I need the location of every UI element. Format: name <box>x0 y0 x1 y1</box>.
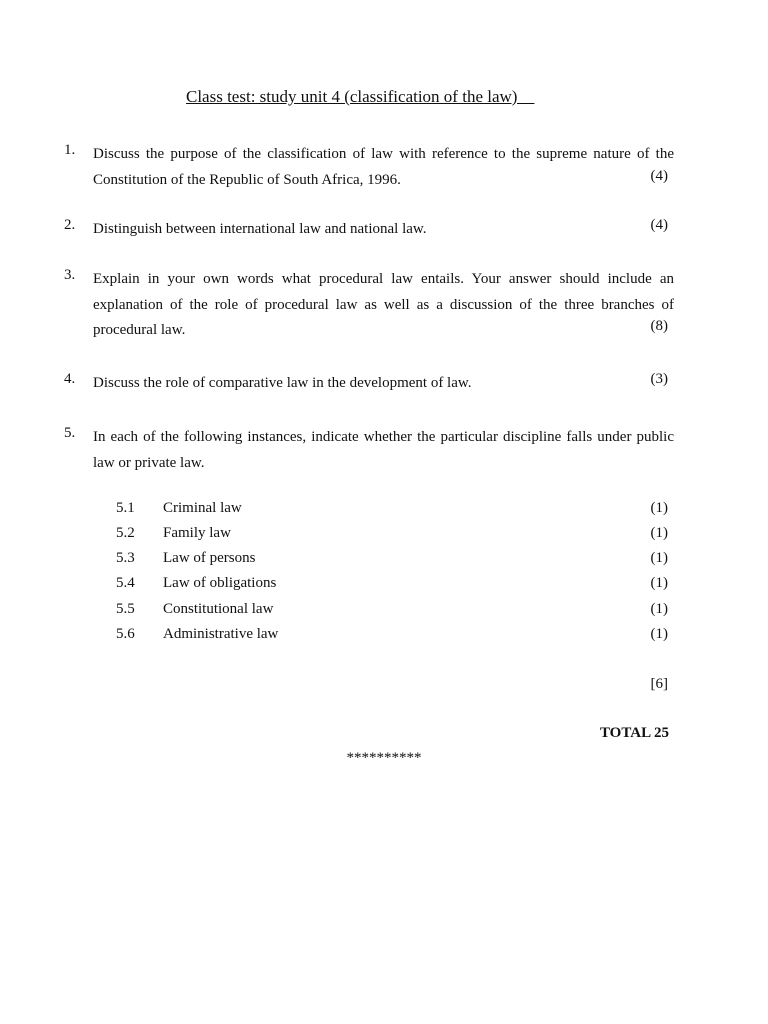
subquestion-marks: (1) <box>650 550 668 566</box>
question-number: 5. <box>64 425 76 441</box>
subquestion-number: 5.2 <box>116 525 135 541</box>
question-5-subtotal: [6] <box>650 676 668 692</box>
subquestion-row <box>0 550 768 575</box>
subquestion-number: 5.1 <box>116 500 135 516</box>
question-marks: (3) <box>650 371 668 387</box>
subquestion-marks: (1) <box>650 575 668 591</box>
subquestion-row <box>0 525 768 550</box>
question-text: Distinguish between international law and national law. <box>93 221 427 237</box>
subquestion-label: Constitutional law <box>163 601 274 617</box>
question-text: Discuss the purpose of the classification of law with reference to the supreme nature of the Constitution of the Republic of South Africa, 1996. <box>93 146 674 188</box>
subquestion-row <box>0 500 768 525</box>
question-marks: (8) <box>650 318 668 334</box>
question-number: 1. <box>64 142 76 158</box>
question-number: 4. <box>64 371 76 387</box>
subquestion-row <box>0 601 768 626</box>
question-marks: (4) <box>650 167 668 184</box>
subquestion-number: 5.4 <box>116 575 135 591</box>
question-text: In each of the following instances, indicate whether the particular discipline falls under public law or private law. <box>93 429 674 471</box>
subquestion-label: Administrative law <box>163 626 279 642</box>
subquestion-marks: (1) <box>650 626 668 642</box>
subquestion-number: 5.3 <box>116 550 135 566</box>
question-text: Discuss the role of comparative law in the development of law. <box>93 375 472 391</box>
page-title: Class test: study unit 4 (classification of the law) <box>186 87 535 106</box>
subquestion-marks: (1) <box>650 500 668 516</box>
subquestion-label: Law of obligations <box>163 575 277 591</box>
subquestion-label: Family law <box>163 525 231 541</box>
question-number: 2. <box>64 217 76 233</box>
subquestion-marks: (1) <box>650 601 668 617</box>
subquestion-number: 5.6 <box>116 626 135 642</box>
question-number: 3. <box>64 267 76 283</box>
subquestion-row <box>0 575 768 600</box>
subquestion-row <box>0 626 768 651</box>
subquestion-label: Criminal law <box>163 500 242 516</box>
question-marks: (4) <box>650 217 668 233</box>
end-marker: ********** <box>346 750 422 766</box>
subquestion-marks: (1) <box>650 525 668 541</box>
subquestion-label: Law of persons <box>163 550 256 566</box>
total-marks: TOTAL 25 <box>599 725 669 741</box>
subquestion-number: 5.5 <box>116 601 135 617</box>
question-text: Explain in your own words what procedural law entails. Your answer should include an explanation of the role of procedural law as well as a discussion of the three branches of procedural law. <box>93 271 674 338</box>
